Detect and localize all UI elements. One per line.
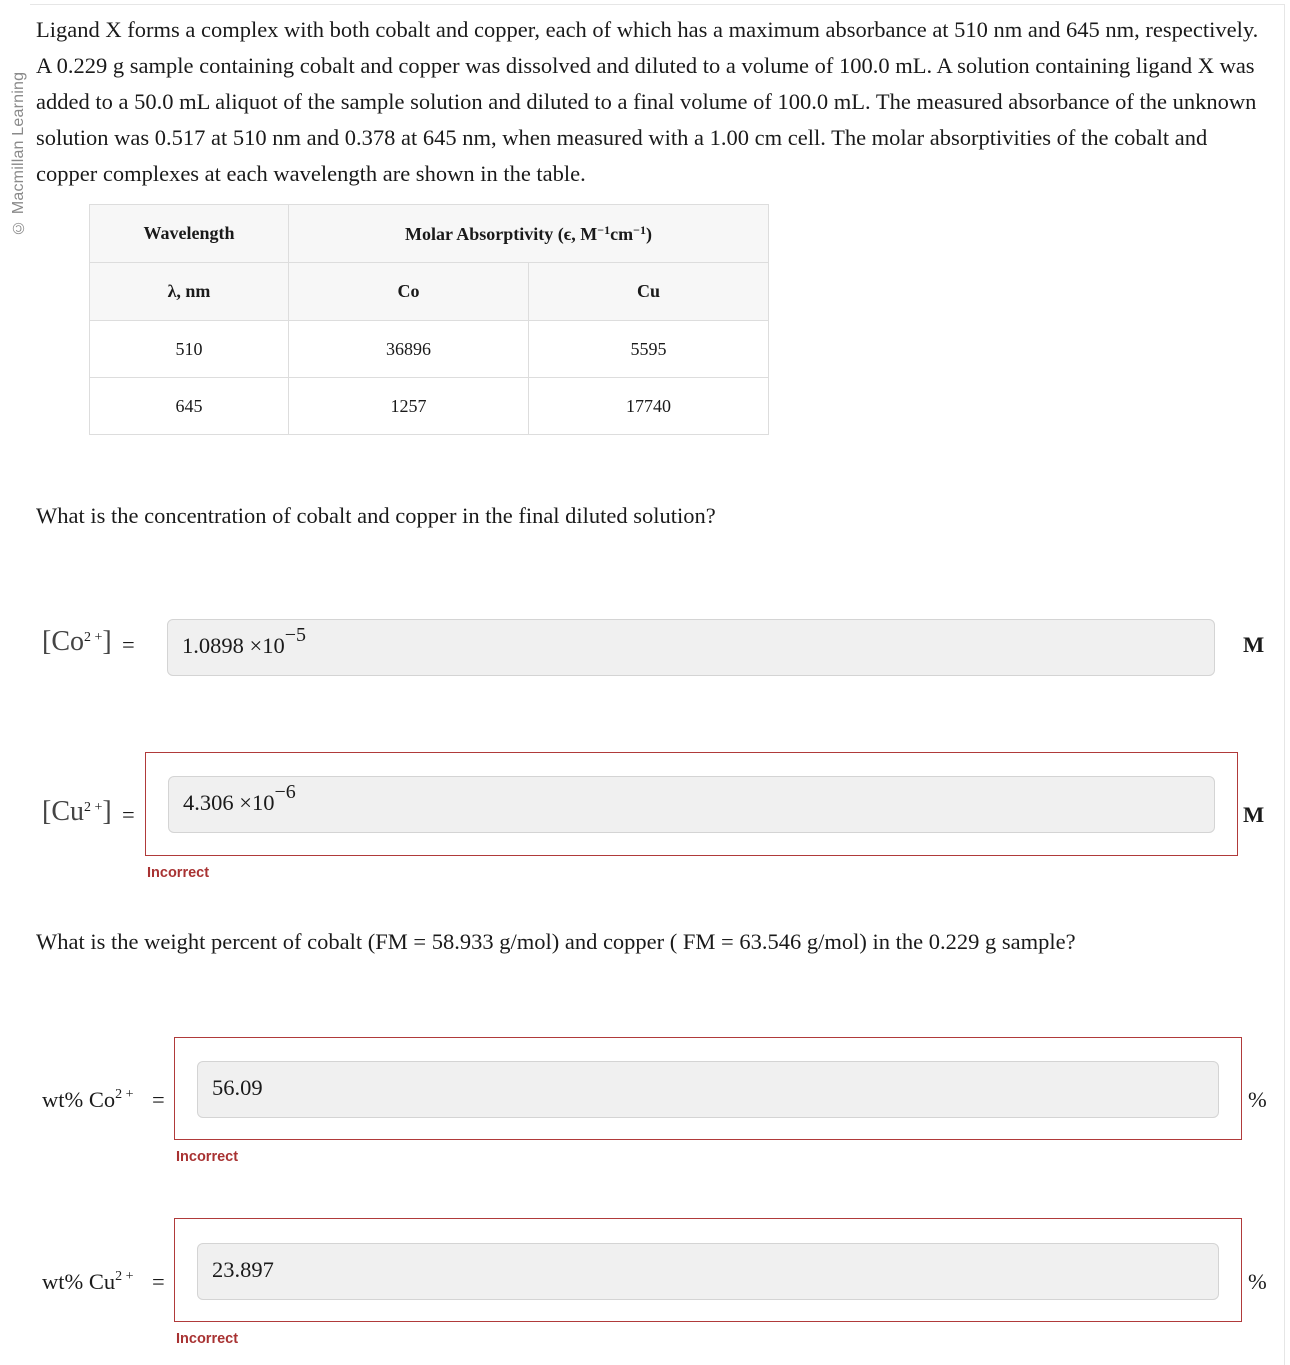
table-row: [90, 378, 769, 435]
cell-lambda: 510: [90, 321, 289, 378]
wt-co-status: Incorrect: [176, 1149, 239, 1165]
cu-concentration-input[interactable]: 4.306 ×10−6: [168, 776, 1215, 833]
cu-equals-sign: =: [122, 802, 135, 827]
problem-statement: Ligand X forms a complex with both cobalt and copper, each of which has a maximum absorbance at 510 nm and 645 nm, respectively. A 0.229 g sample containing cobalt and copper was dissolved and diluted to a volume of 100.0 mL. A solution containing ligand X was added to a 50.0 mL aliquot of the sample solution and diluted to a final volume of 100.0 mL. The measured absorbance of the unknown solution was 0.517 at 510 nm and 0.378 at 645 nm, when measured with a 1.00 cm cell. The molar absorptivities of the cobalt and copper complexes at each wavelength are shown in the table.: [36, 17, 1259, 186]
table-row: [90, 321, 769, 378]
co-concentration-input[interactable]: 1.0898 ×10−5: [167, 619, 1215, 676]
wt-co-equals-sign: =: [152, 1087, 165, 1112]
subheader-co: Co: [289, 263, 529, 321]
molar-absorptivity-table: [89, 204, 769, 435]
wt-cu-unit: %: [1248, 1269, 1267, 1294]
co-equals-sign: =: [122, 632, 135, 657]
co-concentration-label: $[Co^{2 +}]$: [42, 626, 112, 657]
copyright-watermark: © Macmillan Learning: [10, 71, 27, 236]
cell-co: 36896: [289, 321, 529, 378]
wt-cu-status: Incorrect: [176, 1331, 239, 1347]
subheader-lambda: λ, nm: [90, 263, 289, 321]
wt-co-unit: %: [1248, 1087, 1267, 1112]
cu-concentration-status: Incorrect: [147, 865, 210, 881]
wt-cu-equals-sign: =: [152, 1269, 165, 1294]
wt-cu-input[interactable]: 23.897: [197, 1243, 1219, 1300]
cell-co: 1257: [289, 378, 529, 435]
cu-unit-label: M: [1243, 802, 1265, 827]
wt-co-label: wt% $Co^{2 +}$: [42, 1087, 134, 1112]
cell-cu: 17740: [529, 378, 769, 435]
wt-cu-label: wt% $Cu^{2 +}$: [42, 1269, 134, 1294]
subheader-cu: Cu: [529, 263, 769, 321]
cell-cu: 5595: [529, 321, 769, 378]
co-unit-label: M: [1243, 632, 1265, 657]
cu-concentration-label: $[Cu^{2 +}]$: [42, 796, 112, 827]
question-weight-percent: What is the weight percent of cobalt (FM = 58.933 g/mol) and copper ( FM = 63.546 g/mol) in the 0.229 g sample?: [36, 929, 1076, 954]
header-wavelength: Wavelength: [90, 205, 289, 263]
wt-co-input[interactable]: 56.09: [197, 1061, 1219, 1118]
header-molar-absorptivity: Molar Absorptivity (ϵ, $M^{-1}cm^{-1}$): [289, 205, 769, 263]
question-concentration: What is the concentration of cobalt and copper in the final diluted solution?: [36, 503, 716, 528]
cell-lambda: 645: [90, 378, 289, 435]
